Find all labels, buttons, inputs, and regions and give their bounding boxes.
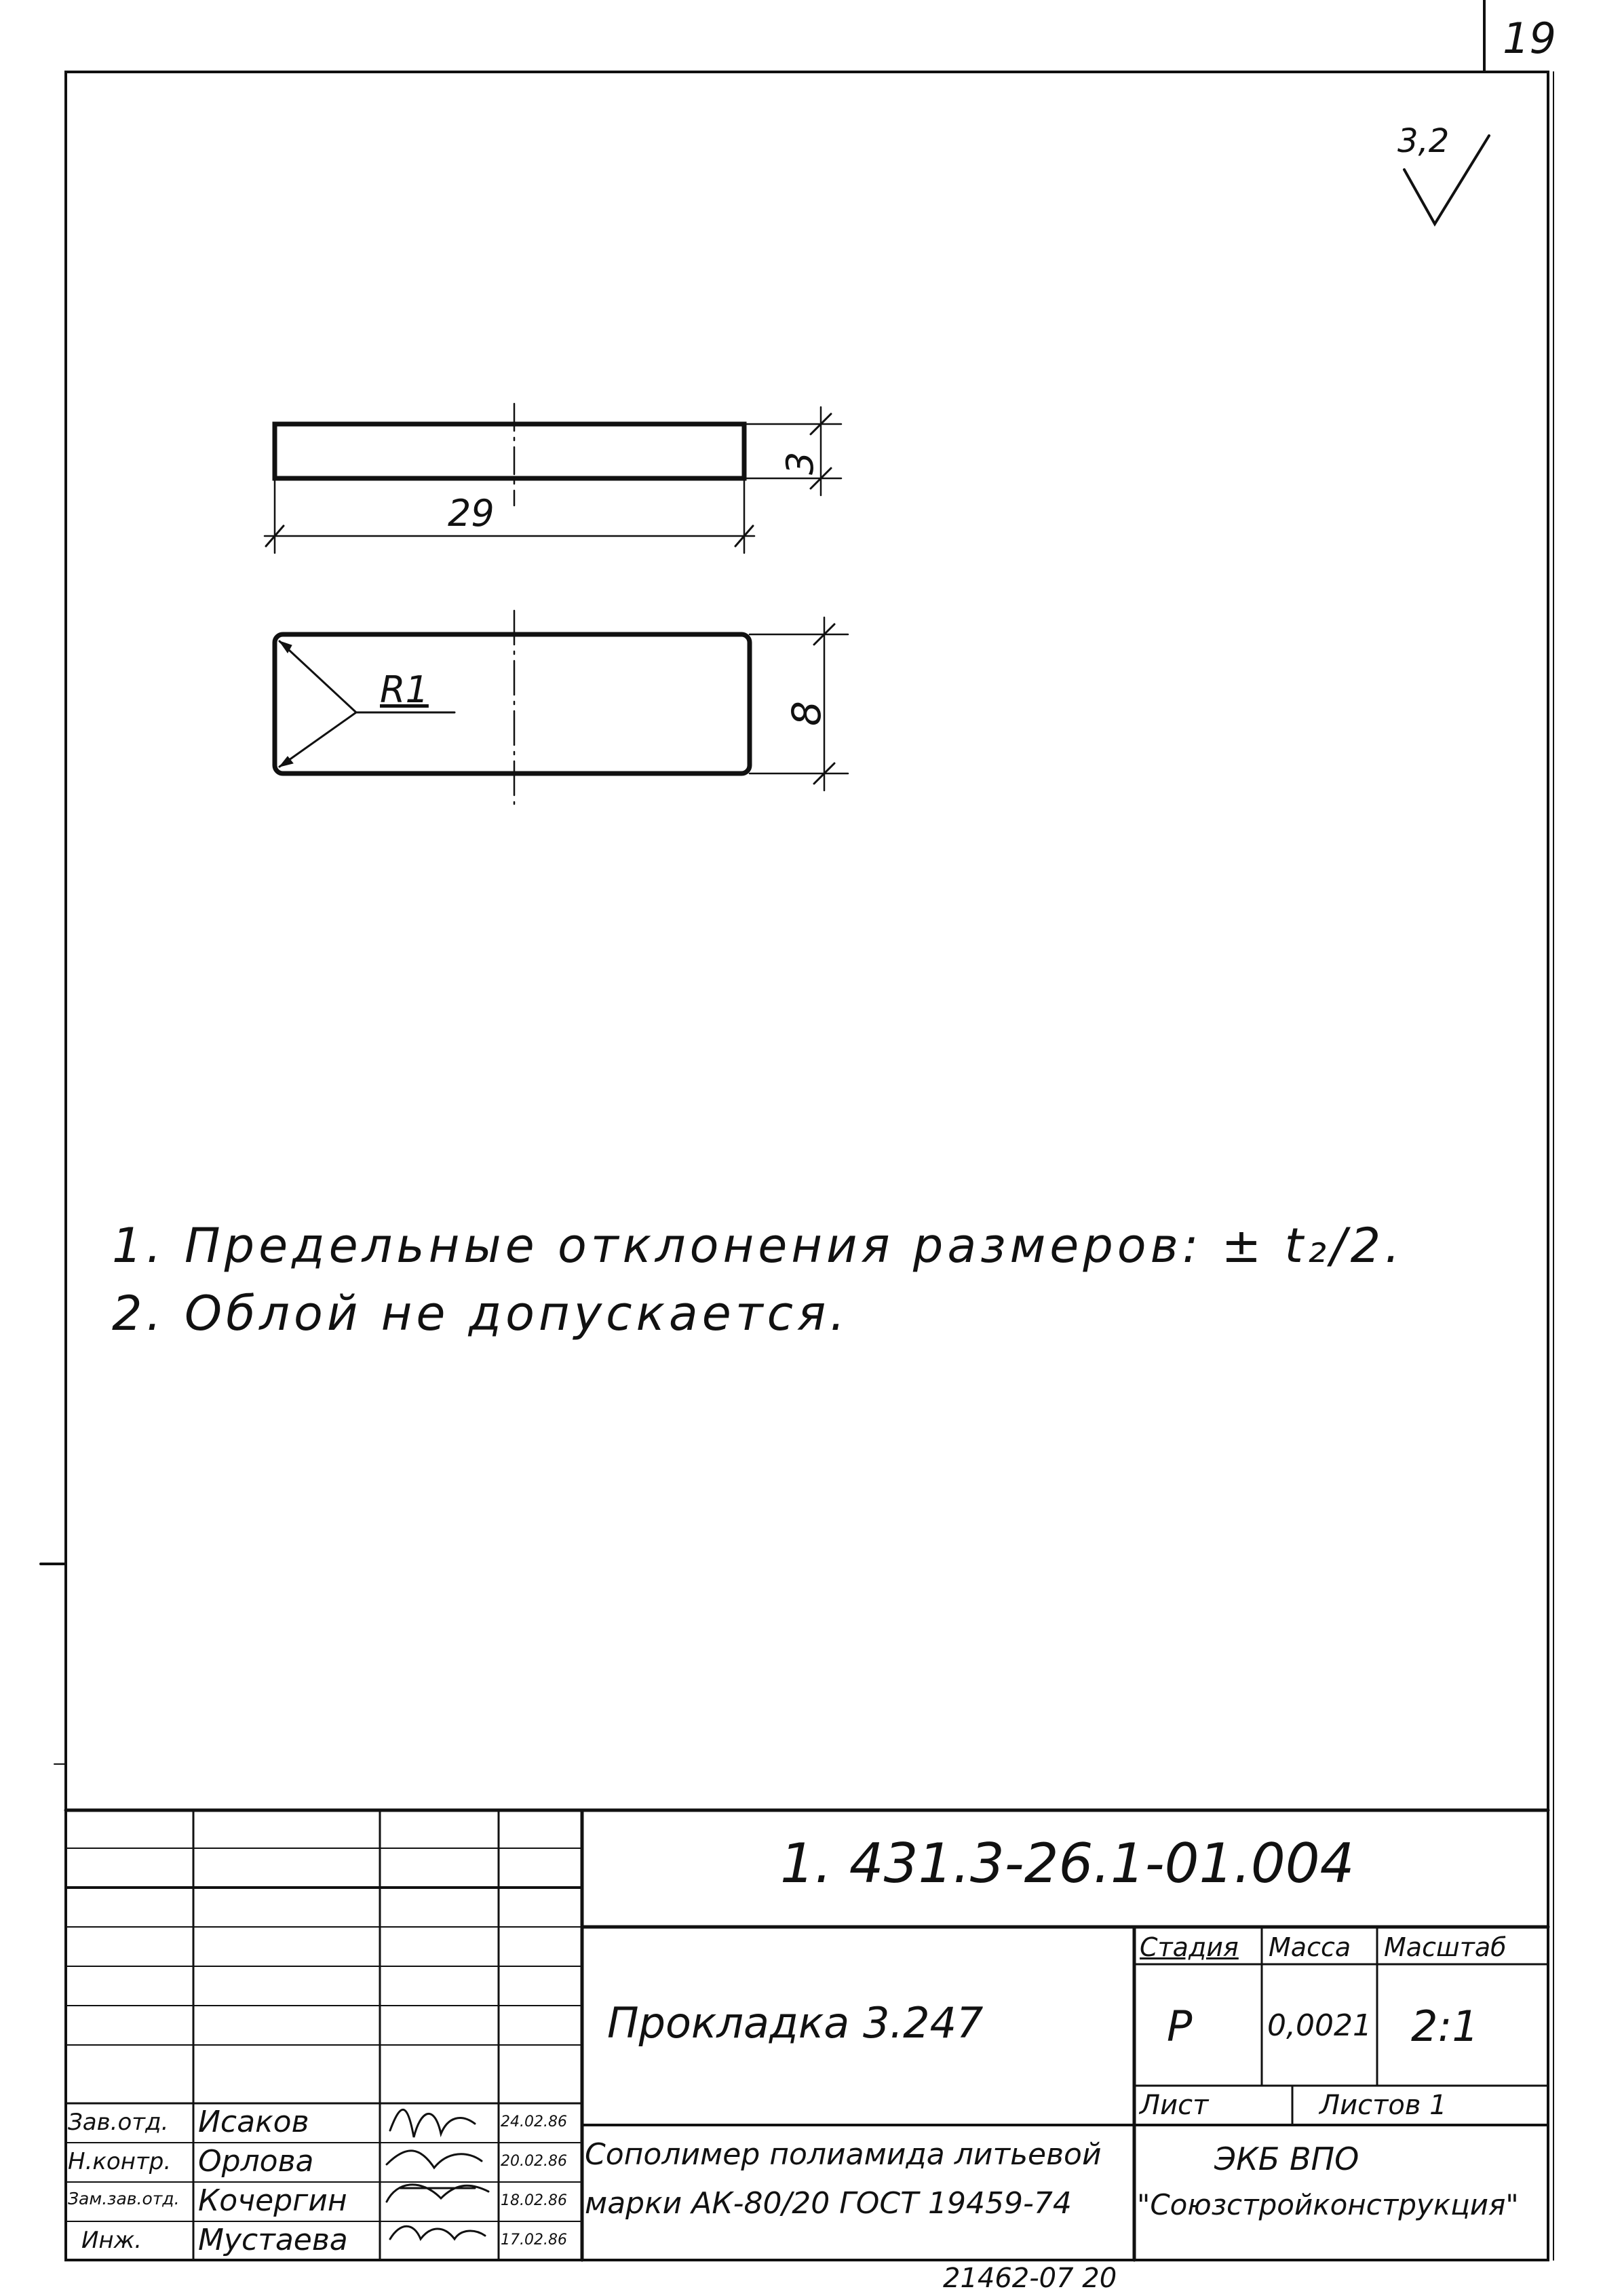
- name-norm-control: Орлова: [198, 2144, 314, 2179]
- scale-header: Масштаб: [1384, 1932, 1507, 1962]
- name-engineer: Мустаева: [198, 2223, 348, 2257]
- radius-leader: [279, 641, 356, 767]
- stage-value: Р: [1167, 2002, 1193, 2051]
- stage-header: Стадия: [1140, 1932, 1239, 1962]
- sheet-label: Лист: [1140, 2090, 1209, 2121]
- dim-length-label: 29: [448, 492, 495, 535]
- dim-thickness-label: 3: [779, 451, 822, 475]
- part-side-view: [275, 424, 744, 478]
- name-head-of-dept: Исаков: [198, 2105, 309, 2139]
- sheet-number: 19: [1503, 14, 1556, 63]
- date-head-of-dept: 24.02.86: [501, 2113, 567, 2130]
- roughness-value: 3,2: [1397, 122, 1450, 160]
- material-line-1: Сополимер полиамида литьевой: [585, 2137, 1102, 2172]
- role-head-of-dept: Зав.отд.: [68, 2109, 169, 2136]
- dim-width-label: 8: [784, 701, 830, 726]
- date-norm-control: 20.02.86: [501, 2153, 567, 2170]
- sheets-label: Листов 1: [1319, 2090, 1447, 2121]
- name-deputy-head: Кочергин: [198, 2183, 347, 2218]
- mass-header: Масса: [1269, 1932, 1351, 1962]
- dim-radius-label: R1: [380, 668, 429, 711]
- date-deputy-head: 18.02.86: [501, 2192, 567, 2209]
- material-line-2: марки АК-80/20 ГОСТ 19459-74: [585, 2186, 1072, 2221]
- role-deputy-head: Зам.зав.отд.: [68, 2189, 180, 2208]
- role-engineer: Инж.: [81, 2227, 142, 2254]
- scale-value: 2:1: [1411, 2002, 1479, 2051]
- drawing-designation: 1. 431.3-26.1-01.004: [780, 1832, 1355, 1895]
- part-name: Прокладка 3.247: [607, 1998, 984, 2048]
- date-engineer: 17.02.86: [501, 2232, 567, 2249]
- role-norm-control: Н.контр.: [68, 2148, 172, 2175]
- note-flash: 2. Облой не допускается.: [112, 1286, 849, 1341]
- signatures: [387, 2109, 488, 2239]
- bottom-stamp: 21462-07 20: [943, 2263, 1117, 2294]
- mass-value: 0,0021: [1267, 2008, 1372, 2043]
- organization-line-1: ЭКБ ВПО: [1214, 2141, 1359, 2177]
- note-tolerances: 1. Предельные отклонения размеров: ± t₂/2.: [112, 1218, 1404, 1274]
- organization-line-2: "Союзстройконструкция": [1137, 2188, 1519, 2221]
